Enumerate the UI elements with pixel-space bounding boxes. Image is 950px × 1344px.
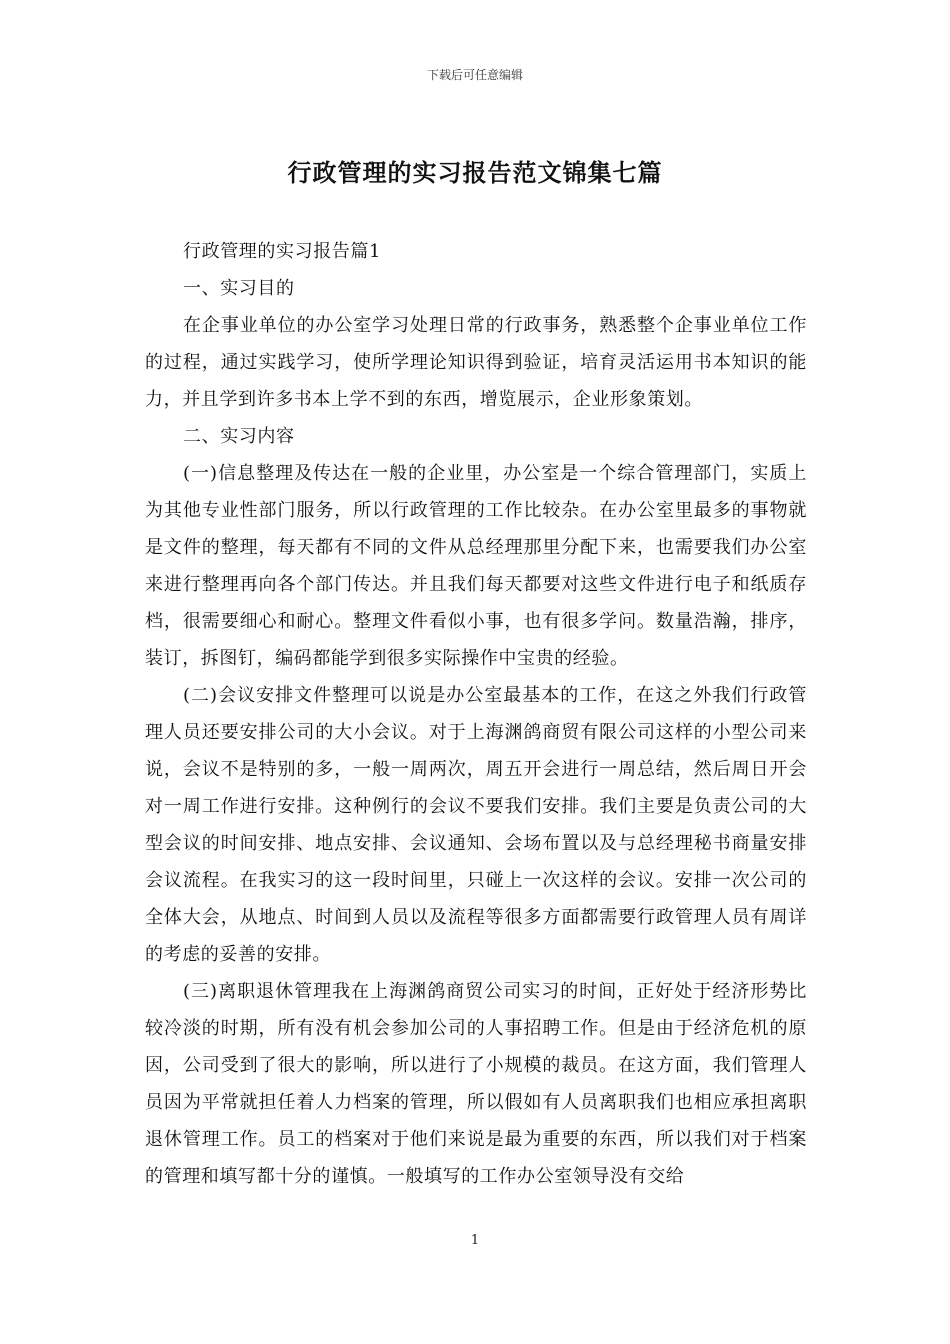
section-heading: 行政管理的实习报告篇1: [183, 241, 382, 262]
subheading-purpose: 一、实习目的: [183, 278, 295, 299]
document-title: 行政管理的实习报告范文锦集七篇: [287, 158, 663, 187]
document-body: [145, 233, 807, 1195]
paragraph: (三)离职退休管理我在上海渊鸽商贸公司实习的时间，正好处于经济形势比较冷淡的时期，所有没有机会参加公司的人事招聘工作。但是由于经济危机的原因，公司受到了很大的影响，所以进行了小规模的裁员。在这方面，我们管理人员因为平常就担任着人力档案的管理，所以假如有人员离职我们也相应承担离职退休管理工作。员工的档案对于他们来说是最为重要的东西，所以我们对于档案的管理和填写都十分的谨慎。一般填写的工作办公室领导没有交给: [145, 981, 807, 1187]
page-number: 1: [470, 1233, 480, 1248]
paragraph: (二)会议安排文件整理可以说是办公室最基本的工作，在这之外我们行政管理人员还要安排公司的大小会议。对于上海渊鸽商贸有限公司这样的小型公司来说，会议不是特别的多，一般一周两次，周五开会进行一周总结，然后周日开会对一周工作进行安排。这种例行的会议不要我们安排。我们主要是负责公司的大型会议的时间安排、地点安排、会议通知、会场布置以及与总经理秘书商量安排会议流程。在我实习的这一段时间里，只碰上一次这样的会议。安排一次公司的全体大会，从地点、时间到人员以及流程等很多方面都需要行政管理人员有周详的考虑的妥善的安排。: [145, 685, 807, 965]
paragraph: 在企事业单位的办公室学习处理日常的行政事务，熟悉整个企事业单位工作的过程，通过实践学习，使所学理论知识得到验证，培育灵活运用书本知识的能力，并且学到许多书本上学不到的东西，增览展示，企业形象策划。: [145, 315, 807, 410]
header-note: 下载后可任意编辑: [426, 68, 523, 82]
subheading-content: 二、实习内容: [183, 426, 295, 447]
paragraph: (一)信息整理及传达在一般的企业里，办公室是一个综合管理部门，实质上为其他专业性部门服务，所以行政管理的工作比较杂。在办公室里最多的事物就是文件的整理，每天都有不同的文件从总经理那里分配下来，也需要我们办公室来进行整理再向各个部门传达。并且我们每天都要对这些文件进行电子和纸质存档，很需要细心和耐心。整理文件看似小事，也有很多学问。数量浩瀚，排序，装订，拆图钉，编码都能学到很多实际操作中宝贵的经验。: [145, 463, 807, 669]
